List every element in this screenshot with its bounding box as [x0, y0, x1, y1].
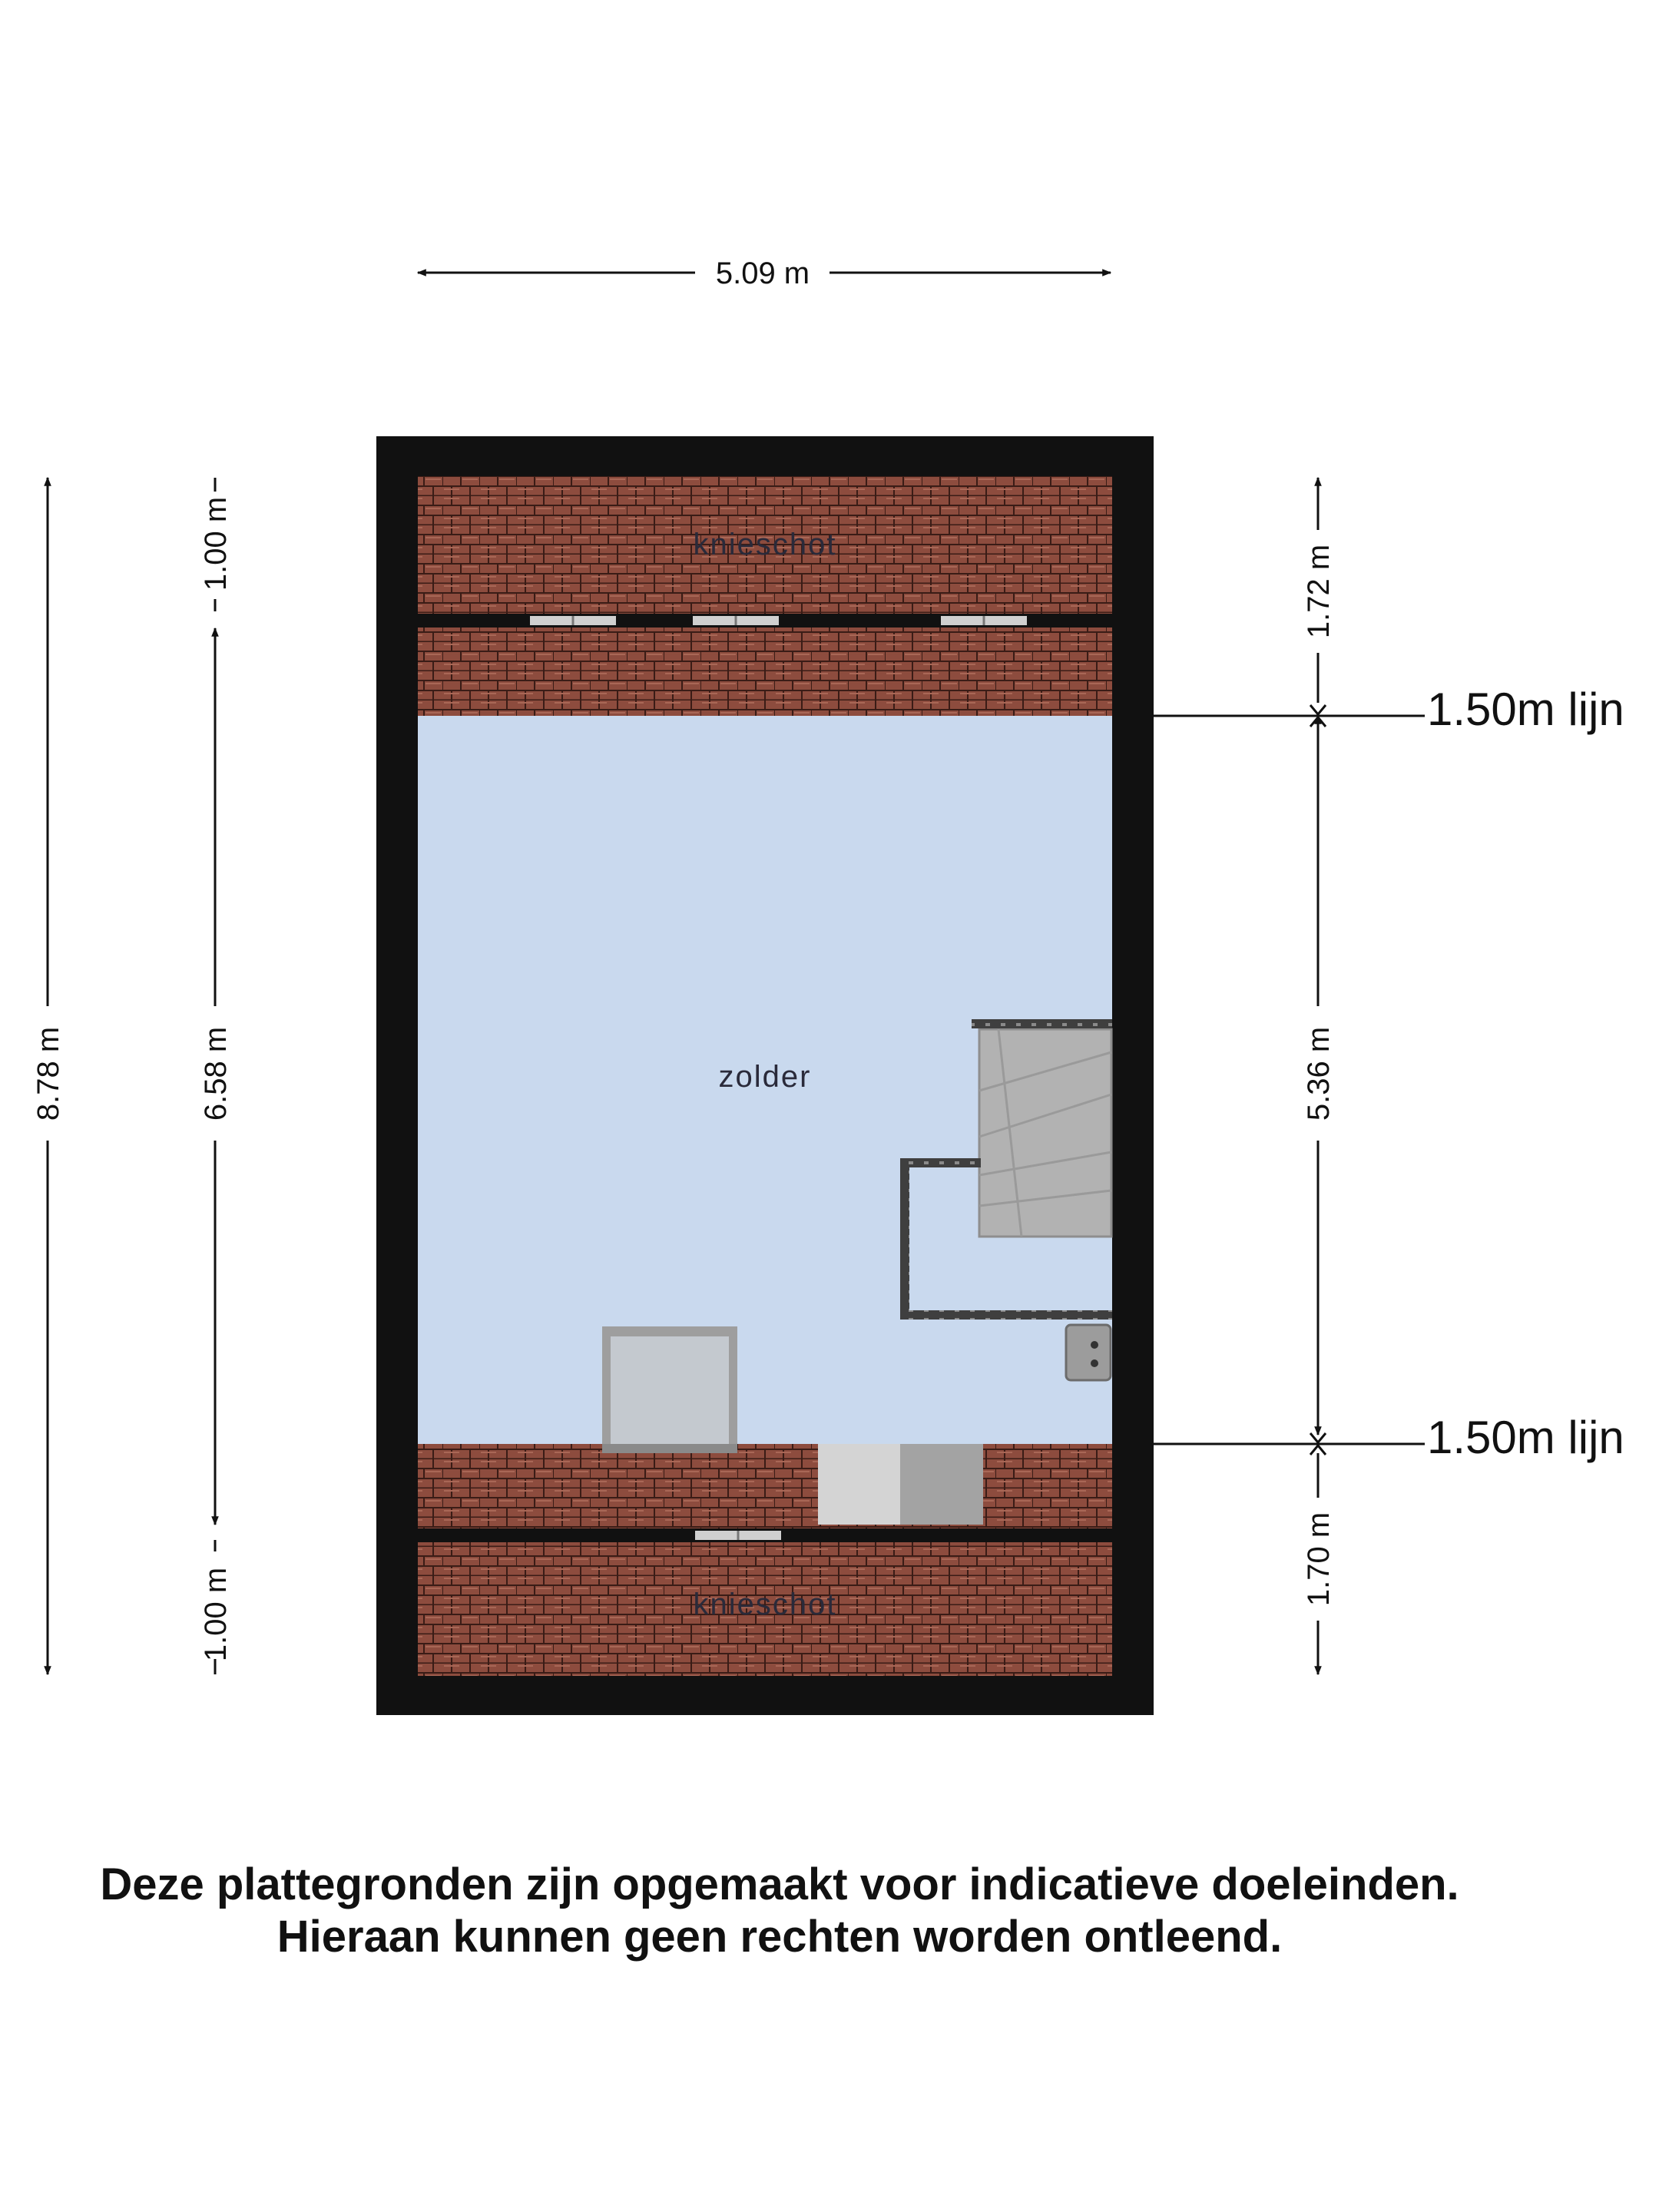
dim-inner-bottom: 1.00 m	[199, 1567, 233, 1662]
dim-width-top: 5.09 m	[715, 257, 810, 290]
stair-railing-top	[972, 1019, 1112, 1028]
disclaimer-line-1: Deze plattegronden zijn opgemaakt voor indicatieve doeleinden.	[100, 1859, 1459, 1909]
dim-right-middle: 5.36 m	[1302, 1026, 1336, 1121]
roof-panel-right	[900, 1444, 983, 1525]
roof-panel-left	[818, 1444, 900, 1525]
dim-inner-middle: 6.58 m	[199, 1026, 233, 1121]
roof-tiles-top	[418, 476, 1112, 716]
stair-railing-left-top	[900, 1158, 981, 1167]
room-label-zolder: zolder	[718, 1060, 812, 1094]
room-label-knieschot-top: knieschot	[693, 528, 837, 561]
stair-railing-bottom	[900, 1310, 1112, 1320]
room-label-knieschot-bottom: knieschot	[693, 1588, 837, 1621]
dim-right-top: 1.72 m	[1302, 544, 1336, 639]
label-150-lower: 1.50m lijn	[1427, 1412, 1624, 1463]
staircase	[979, 1029, 1111, 1237]
dim-right-bottom: 1.70 m	[1302, 1512, 1336, 1607]
fixture	[1066, 1325, 1111, 1380]
dim-height-total: 8.78 m	[31, 1026, 65, 1121]
roof-window	[602, 1326, 737, 1453]
dim-inner-top: 1.00 m	[199, 496, 233, 591]
disclaimer-line-2: Hieraan kunnen geen rechten worden ontleend.	[276, 1912, 1283, 1962]
label-150-upper: 1.50m lijn	[1427, 684, 1624, 735]
stair-railing-left	[900, 1158, 909, 1320]
roof-tiles-bottom	[418, 1444, 1112, 1676]
